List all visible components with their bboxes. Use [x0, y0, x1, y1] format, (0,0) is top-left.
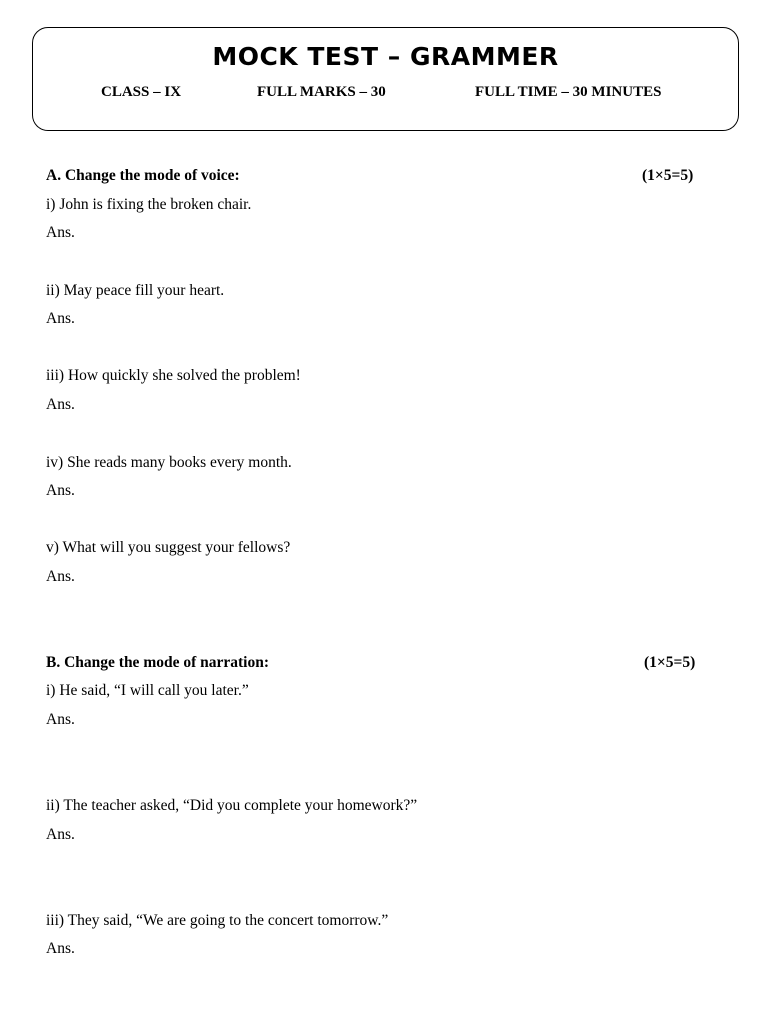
section-b-question-2: ii) The teacher asked, “Did you complete your homework?” [46, 797, 418, 814]
section-b-question-3: iii) They said, “We are going to the concert tomorrow.” [46, 912, 389, 929]
section-a-answer-5: Ans. [46, 568, 75, 585]
section-b-answer-2: Ans. [46, 826, 75, 843]
section-b-question-1: i) He said, “I will call you later.” [46, 682, 249, 699]
section-b-heading: B. Change the mode of narration: [46, 654, 270, 671]
section-a-question-4: iv) She reads many books every month. [46, 454, 292, 471]
section-b-answer-3: Ans. [46, 940, 75, 957]
full-time-label: FULL TIME – 30 MINUTES [475, 84, 662, 100]
section-a-answer-2: Ans. [46, 310, 75, 327]
section-a-heading: A. Change the mode of voice: [46, 167, 240, 184]
section-a-answer-4: Ans. [46, 482, 75, 499]
section-a-question-3: iii) How quickly she solved the problem! [46, 367, 301, 384]
section-a-question-2: ii) May peace fill your heart. [46, 282, 225, 299]
full-marks-label: FULL MARKS – 30 [257, 84, 386, 100]
header-box [32, 27, 739, 131]
section-a-marks: (1×5=5) [642, 167, 694, 184]
section-b-marks: (1×5=5) [644, 654, 696, 671]
section-a-answer-3: Ans. [46, 396, 75, 413]
section-a-answer-1: Ans. [46, 224, 75, 241]
page-title: MOCK TEST – GRAMMER [212, 42, 559, 71]
section-a-question-5: v) What will you suggest your fellows? [46, 539, 291, 556]
class-label: CLASS – IX [101, 84, 182, 100]
section-b-answer-1: Ans. [46, 711, 75, 728]
section-a-question-1: i) John is fixing the broken chair. [46, 196, 252, 213]
